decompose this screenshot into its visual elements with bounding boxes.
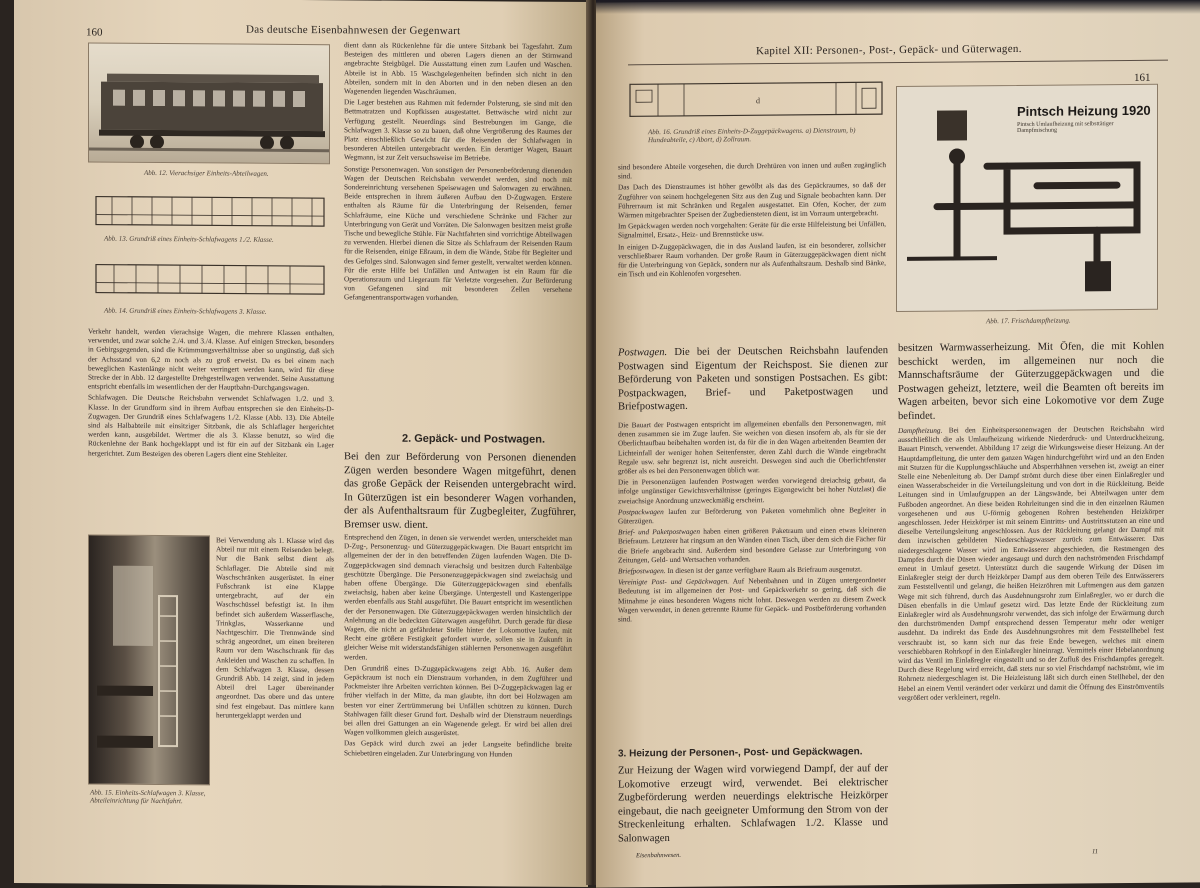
left-page bbox=[14, 0, 588, 887]
figure-caption: Abb. 15. Einheits-Schlafwagen 3. Klasse, Abteileinrichtung für Nachtfahrt. bbox=[90, 789, 210, 806]
text-column bbox=[344, 532, 572, 760]
paragraph: Den Grundriß eines D-Zuggepäckwagens zeigt Abb. 16. Außer dem Gepäckraum ist noch ein Dienstraum vorhanden, in dem Zugführer und Packmeister ihre Arbeiten verrichten können. Bei D-Zuggepäckwagen lag er früher vielfach in der Mitte, da man glaubte, ihn dort bei Holzwagen am besten vor einer Zertrümmerung bei Unfällen schützen zu können. Durch Stahlwagen fällt dieser Grund fort. Deshalb wird der Dienstraum neuerdings bei allen drei Gattungen an ein Wagenende gelegt. Er wird bei allen drei Wagen vollkommen gleich ausgerüstet. bbox=[344, 663, 572, 738]
paragraph: Verkehr handelt, werden vierachsige Wagen, die mehrere Klassen enthalten, verwendet, und zwar solche 2./4. und 3./4. Klasse. Auf einigen Strecken, besonders in Gebirgsgegenden, sind die Krümmungsverhältnisse aber so ungünstig, daß sich der Achsstand von 6,2 m noch als zu groß erweist. Da es bei einem nach beweglichen Kastenlänge nicht weiter verringert werden kann, wird für diese Strecke der in Abb. 12 dargestellte Drehgestellwagen verwendet. Seine Ausstattung entspricht ebenfalls im wesentlichen der der Hauptbahn-Durchgangswagen. bbox=[88, 327, 334, 393]
paragraph bbox=[618, 525, 886, 564]
paragraph: Sonstige Personenwagen. Von sonstigen der Personenbeförderung dienenden Wagen der Deutschen Reichsbahn verwendet werden, sind noch mit Sondereinrichtung versehenen Speisewagen und Salonwagen zu erwähnen. Beide entsprechen in ihrem äußeren Aufbau den D-Zugwagen. Erstere enthalten als Räume für die Unterbringung der Reisenden, ferner Schlafräume, eine Küche und verschiedene Schränke und Fächer zur Unterbringung von Gerät und Vorräten. Die Salonwagen besitzen meist große Tische und bewegliche Stühle. Für Nachtfahrten sind vorrichtige Abteilwagen zu verwenden. Hierbei dienen die Sitze als Schlafraum der Reisenden Raum für die Reisenden, einige Eßraum, in dem die Wände, Stäbe für Begleiter und des Gefolges sind. Salonwagen sind ferner gestellt, verwaltet werden können. Für die erste Hilfe bei Unfällen und Antwagen ist ein Raum für die Operationsraum und Liegeraum für Verletzte vorgesehen. Zur Beförderung von Gefangenen sind mit besonderen Zellen versehene Gefangenentransportwagen vorhanden. bbox=[344, 164, 572, 304]
paragraph-text: Bei den Einheitspersonenwagen der Deutschen Reichsbahn wird ausschließlich die als Umlaufheizung wirkende Niederdruck- und Unterdruckheizung, Bauart Pintsch, verwendet. Abbildung 17 zeigt die Wirkungsweise dieser Heizung. An der Hauptdampfleitung, die unter dem ganzen Wagen hindurchgeführt wird und an den Enden mit Stutzen für die Kupplungsschläuche und Absperrhähnen versehen ist, zweigt an einer Stelle eine Nebenleitung ab. Der Dampf strömt durch diese über einen Einlaßregler und einen Wasserabscheider in die Verteilungsleitung und von dort in die Rückleitung. Beide Leitungen sind in Umlaufgruppen an der Längswände, bei Abteilwagen unter dem Fußboden angeordnet. An diese beiden Rohrleitungen sind die in den einzelnen Räumen vorgesehenen und aus U-förmig gebogenen Rohren bestehenden Heizkörper angeschlossen. Jeder Heizkörper ist mit seinem Eintritts- und Austrittsstutzen an eine und dieselbe Verteilungsleitung angeschlossen. Aus der Rückleitung gelangt der Dampf mit dem inzwischen gebildeten Niederschlagswasser zurück zum Entwässerer. Das niedergeschlagene Wasser wird im Entwässerer abgeschieden, die Restmengen des Dampfes durch die Düsen wieder angesaugt und durch den nachströmenden Frischdampf erneut in Umlauf gesetzt. Unterstützt durch die saugende Wirkung der Düsen im Einlaßregler steigt der durch Heizkörper Dampf aus dem oberen Teile des Entwässerers zum Feststellventil und gelangt, die heißen Heizröhren mit Luftmengen aus dem ganzen Wege mit sich führend, durch das Ausdehnungsrohr zum Einlaßregler, wo er durch die Düsen ebenfalls in die Umlauf gesetzt wird. Das letzte Ende der Rückleitung zum Einlaßregler wird als Ausdehnungsrohr verwendet, das sich infolge der Erwärmung durch den durchströmenden Dampf entsprechend dessen Temperatur mehr oder weniger ausdehnt. Da indirekt das Ende des Ausdehnungsrohres mit dem Feststellhebel fest verschraubt ist, so kann sich nur das freie Ende bewegen, welches mit einem verschiebbaren Rohrkopf in den Einlaßregler hineinragt. Vermittels einer Hebelanordnung wird das Ventil im Einlaßregler eingestellt und so der Zufluß des Frischdampfes geregelt. Durch diese Regelung wird erreicht, daß stets nur so viel Frischdampf nachströmt, wie im Rohrnetz niedergeschlagen ist. Die Heizleistung läßt sich durch einen Stellhebel, der den Hebel an einem Ventil verändert oder verkürzt und damit die Öffnung des Einströmventils vergrößert oder verkleinert, regeln. bbox=[898, 424, 1164, 702]
figure-caption: Abb. 14. Grundriß eines Einheits-Schlafwagens 3. Klasse. bbox=[104, 307, 267, 316]
text-column bbox=[344, 40, 572, 305]
paragraph: Im Gepäckwagen werden noch vorgehalten: Geräte für die erste Hilfeleistung bei Unfällen, Signalmittel, Ersatz-, Heiz- und Brennstücke usw. bbox=[618, 219, 886, 240]
paragraph: dient dann als Rückenlehne für die untere Sitzbank bei Tagesfahrt. Zum Besteigen des mittleren und oberen Lagers dienen an der Stirnwand angebrachte Steigbügel. Die Ausstattung einen zum Laufen und Waschen. Abteile ist in Abb. 15 Waschgelegenheiten befinden sich nicht in den Abteilen, sondern mit in den Aborten und in den neben diesen an den Wagenenden liegenden Waschräumen. bbox=[344, 40, 572, 97]
sleeping-car-interior-photo bbox=[88, 535, 210, 786]
side-label: Vereinigte Post- und Gepäckwagen. bbox=[618, 577, 729, 587]
paragraph: Bei Verwendung als 1. Klasse wird das Abteil nur mit einem Reisenden belegt. Nur die Bank selbst dient als Schlaflager. Die Abteile sind mit Waschschränken ausgerüstet. In einer Fußschrank ist eine Klappe untergebracht, auf der ein Waschschüssel befestigt ist. In ihm befindet sich außerdem Wasserflasche, Trinkglas, Wasserkanne und Nachtgeschirr. Die Trennwände sind schräg angeordnet, um einen breiteren Raum vor dem Waschschrank für das Ankleiden und Waschen zu schaffen. In dem Schlafwagen 3. Klasse, dessen Grundriß Abb. 14 zeigt, sind in jedem Abteil drei Lager übereinander angeordnet. Das obere und das untere sind fest eingebaut. Das mittlere kann heruntergeklappt werden und bbox=[216, 535, 334, 720]
section-heading: 2. Gepäck- und Postwagen. bbox=[402, 433, 545, 446]
text-column bbox=[898, 424, 1164, 704]
paragraph-text: Auf Nebenbahnen und in Zügen untergeordneter Bedeutung ist im allgemeinen der Post- und Gepäckverkehr so gering, daß sich die Mitnahme je eines besonderen Wagens nicht lohnt. Deswegen werden zu diesem Zweck Wagen verwendet, in denen getrennte Räume für Gepäck- und Postbeförderung vorhanden sind. bbox=[618, 575, 886, 623]
page-number: 160 bbox=[86, 26, 103, 38]
side-label: Briefpostwagen. bbox=[618, 566, 666, 575]
paragraph-text: In diesen ist der ganze verfügbare Raum als Briefraum ausgenutzt. bbox=[667, 564, 862, 575]
running-head: Das deutsche Eisenbahnwesen der Gegenwart bbox=[246, 24, 461, 37]
side-label: Postwagen. bbox=[618, 347, 667, 358]
paragraph bbox=[618, 564, 886, 576]
paragraph-text: Die bei der Deutschen Reichsbahn laufenden Postwagen sind Eigentum der Reichspost. Sie dienen zur Beförderung von Paketen und sonstigen Postsachen. Es gibt: Postpackwagen, Brief- und Paketpostwagen und Briefpostwagen. bbox=[618, 345, 888, 413]
section-heading: 3. Heizung der Personen-, Post- und Gepäckwagen. bbox=[618, 746, 863, 759]
text-column bbox=[618, 160, 886, 281]
side-label: Brief- und Paketpostwagen bbox=[618, 527, 700, 537]
paragraph bbox=[618, 505, 886, 526]
heating-system-diagram bbox=[896, 84, 1158, 312]
figure-caption: Abb. 13. Grundriß eines Einheits-Schlafwagens 1./2. Klasse. bbox=[104, 235, 274, 244]
running-head: Kapitel XII: Personen-, Post-, Gepäck- und Güterwagen. bbox=[756, 43, 1022, 57]
paragraph-large bbox=[618, 344, 888, 414]
side-label: Dampfheizung. bbox=[898, 426, 942, 435]
paragraph-large: Zur Heizung der Wagen wird vorwiegend Dampf, der auf der Lokomotive erzeugt wird, verwendet. Bei elektrischer Zugbeförderung werden neuerdings elektrische Heizkörper eingebaut, die nach geeigneter Umformung den Strom von der Streckenleitung erhalten. Schlafwagen 1./2. Klasse und Salonwagen bbox=[618, 762, 888, 846]
figure-caption: Abb. 17. Frischdampfheizung. bbox=[986, 316, 1071, 325]
diagram-title: Pintsch Heizung 1920 bbox=[1017, 103, 1151, 119]
text-column bbox=[88, 327, 334, 462]
paragraph: Das Gepäck wird durch zwei an jeder Langseite befindliche breite Schiebetüren eingeladen. Zur Unterbringung von Hunden bbox=[344, 739, 572, 759]
svg-text:d: d bbox=[756, 96, 760, 105]
right-page bbox=[596, 0, 1200, 888]
figure-caption: Abb. 16. Grundriß eines Einheits-D-Zuggepäckwagens. a) Dienstraum, b) Hundeabteile, c) Abort, d) Zollraum. bbox=[648, 126, 888, 144]
paragraph: sind besondere Abteile vorgesehen, die durch Drehtüren von innen und außen zugänglich sind. bbox=[618, 160, 886, 181]
paragraph bbox=[898, 424, 1164, 702]
figure-caption: Abb. 12. Vierachsiger Einheits-Abteilwagen. bbox=[144, 169, 269, 178]
paragraph: Das Dach des Dienstraumes ist höher gewölbt als das des Gepäckraumes, so daß der Zugführer von seinem hochgelegenen Sitz aus den Zug und Signale beobachten kann. Der Führerraum ist mit Schränken und Regalen ausgestattet. Ein Ofen, Kocher, der zum Wärmen mitgebrachter Speisen der Zugbediensteten dient, ist im Vorraum untergebracht. bbox=[618, 181, 886, 220]
footer-signature: 11 bbox=[1092, 848, 1098, 855]
diagram-subtitle: Pintsch Umlaufheizung mit selbsttätiger Dampfmischung bbox=[1017, 121, 1145, 134]
paragraph bbox=[618, 575, 886, 623]
paragraph-large: besitzen Warmwasserheizung. Mit Öfen, die mit Kohlen beschickt werden, im allgemeinen nur noch die Mannschaftsräume der Güterzuggepäckwagen und die Postwagen geheizt, letztere, weil die Beamten oft bereits im Wagen arbeiten, bevor sich eine Lokomotive vor dem Zuge befindet. bbox=[898, 340, 1164, 424]
paragraph-text: laufen zur Beförderung von Paketen vornehmlich ohne Begleiter in Güterzügen. bbox=[618, 505, 886, 526]
side-label: Postpackwagen bbox=[618, 507, 664, 516]
paragraph: Die in Personenzügen laufenden Postwagen werden vorwiegend dreiachsig gebaut, da infolge ungünstiger Gewichtsverhältnisse (geringes Eigengewicht bei hoher Nutzlast) die zweiachsige Anordnung unzweckmäßig erscheint. bbox=[618, 475, 886, 505]
paragraph: In einigen D-Zuggepäckwagen, die in das Ausland laufen, ist ein besonderer, zollsicher verschließbarer Raum vorhanden. Der große Raum in Güterzuggepäckwagen dient nicht für die Unterbringung von Gepäck, sondern nur als Aufenthaltsraum. Deshalb sind Bänke, ein Tisch und ein Kohlenofen vorgesehen. bbox=[618, 240, 886, 279]
floor-plan-diagram bbox=[626, 76, 888, 122]
paragraph: Die Lager bestehen aus Rahmen mit federnder Polsterung, sie sind mit den Bettmatratzen und Kopfkissen ausgestattet. Bettwäsche wird nicht zur Verfügung gestellt. Neuerdings sind Bestrebungen im Gange, die Schlafwagen 3. Klasse so zu bauen, daß ohne Vergrößerung des Raumes der Platz einschließlich Gewicht für die Reisenden der Schlafwagen in besonderen Abteilen untergebracht werden. Ein derartiger Wagen, Bauart Wegmann, ist zur Zeit versuchsweise im Betriebe. bbox=[344, 98, 572, 164]
paragraph-large: Bei den zur Beförderung von Personen dienenden Zügen werden besondere Wagen mitgeführt, denen das große Gepäck der Reisenden untergebracht wird. In Güterzügen ist ein besonderer Wagen vorhanden, der als Aufenthaltsraum für Zugbegleiter, Zugführer, Bremser usw. dient. bbox=[344, 450, 576, 533]
header-rule bbox=[628, 60, 1168, 66]
railway-carriage-photo bbox=[88, 43, 330, 165]
page-number: 161 bbox=[1134, 72, 1151, 84]
paragraph: Schlafwagen. Die Deutsche Reichsbahn verwendet Schlafwagen 1./2. und 3. Klasse. In der Grundform sind in ihrem Aufbau entsprechen sie den Einheits-D-Zugwagen. Der Grundriß eines Schlafwagens 1./2. Klasse (Abb. 13). Die Abteile sind als Halbabteile mit einsitziger Sitzbank, die als Schlaflager hergerichtet werden kann, ausgebildet. Wertmer die als 3. Klasse benutzt, so wird die Rückenlehne der Bank hochgeklappt und ist für ein auf der Sitzbank ein Lager hergerichtet. Zum Besteigen des oberen Lagers dient eine Stehleiter. bbox=[88, 393, 334, 459]
paragraph: Die Bauart der Postwagen entspricht im allgemeinen ebenfalls den Personenwagen, mit denen zusammen sie im Zuge laufen. Sie weichen von diesen insofern ab, als für sie der Oberlichtaufbau beibehalten worden ist, da für die in den Wagen arbeitenden Beamten der Lichteinfall der weniger hohen Seitenfenster, deren Zahl durch die Wände eingebracht Regale usw. sehr begrenzt ist, nicht ausreicht. Deswegen sind auch die Oberlichtfenster größer als es bei den Personenwagen üblich war. bbox=[618, 418, 886, 476]
text-column bbox=[216, 535, 334, 722]
text-column bbox=[618, 418, 886, 626]
paragraph-text: haben einen größeren Paketraum und einen etwas kleineren Briefraum. Letzterer hat ringsum an den Wänden einen Tisch, über dem sich die Fächer für die Briefe angebracht sind. Außerdem sind besondere Gelasse zur Unterbringung von Zeitungen, Geld- und Wertsachen vorhanden. bbox=[618, 525, 886, 564]
floor-plan-diagram bbox=[92, 257, 328, 303]
paragraph: Entsprechend den Zügen, in denen sie verwendet werden, unterscheidet man D-Zug-, Personenzug- und Güterzuggepäckwagen. Die Bauart entspricht im allgemeinen der der in den betreffenden Zügen laufenden Wagen. Die D-Zuggepäckwagen sind demnach vierachsig und besitzen durch Faltenbälge geschützte Übergänge. Die Personenzuggepäckwagen sind zweiachsig und haben offene Übergänge. Die Güterzuggepäckwagen sind ebenfalls zweiachsig, haben aber keine Übergänge. Untergestell und Kastengerippe werden ebenfalls aus Stahl ausgeführt. Die Bauart entspricht im wesentlichen der der Personenwagen. Die Güterzuggepäckwagen werden hinsichtlich der Anlehnung an die bedeckten Güterwagen ausgeführt. Durch gerade für diese Wagen, die nicht an gefährdeter Stelle hinter der Lokomotive laufen, mit Recht eine größere Festigkeit gefordert wurde, sollen sie in Zukunft in gleicher Weise mit widerstandsfähigen stählernen Personenwagen ausgeführt werden. bbox=[344, 532, 572, 662]
footer-signature: Eisenbahnwesen. bbox=[636, 852, 681, 859]
floor-plan-diagram bbox=[92, 191, 328, 233]
background-shadow bbox=[596, 0, 1200, 14]
